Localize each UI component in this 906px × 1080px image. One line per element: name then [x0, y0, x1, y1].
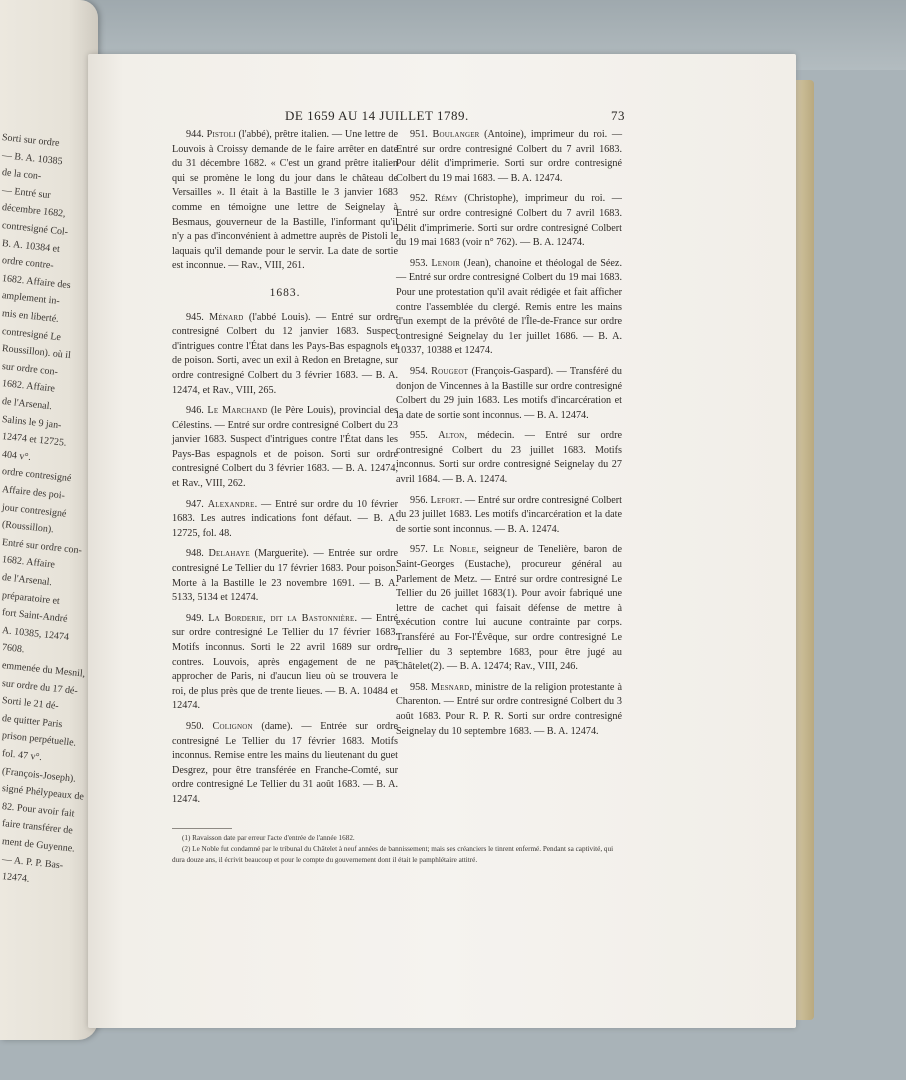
entry-name: Le Noble	[433, 544, 477, 556]
left-page-fragment: mis en liberté.	[1, 308, 60, 325]
left-page-fragment: A. 10385, 12474	[1, 624, 70, 643]
entry-number: 945.	[186, 311, 210, 323]
entry-text: . — Entré sur ordre contresigné Le Tellier du 17 février 1683. Motifs inconnus. Sorti le 22 avril 1689 sur ordre contres. Louvois, après engagement de ne pas approcher de Paris, ni d'aucun lieu où se trouvera le roi, de plus près que de trente lieues. — B. A. 10484 et 12474.	[172, 612, 398, 712]
entry-number: 950.	[186, 720, 213, 732]
left-page-fragment: Entré sur ordre con-	[1, 536, 83, 557]
entry	[172, 404, 398, 492]
entry-name: Boulanger	[432, 129, 480, 140]
entry-name: Le Marchand	[207, 405, 268, 417]
left-page-fragment: préparatoire et	[1, 589, 61, 607]
left-page-fragment: B. A. 10384 et	[1, 237, 61, 255]
entry-name: Mesnard	[430, 681, 470, 693]
entry-text: (le Père Louis), provincial des Célestins. — Entré sur ordre contresigné Colbert du 23 janvier 1683. Suspect d'intrigues contre l'État dans les Pays-Bas espagnols et de poison. Sorti sur ordre contresigné Colbert du 3 février 1683. — B. A. 12474, et Rav., VIII, 262.	[172, 405, 399, 490]
left-page-fragment: ordre contresigné	[1, 466, 72, 485]
left-page	[0, 0, 98, 1040]
left-page-fragment: 12474 et 12725.	[1, 431, 67, 449]
left-page-fragment: emmenée du Mesnil,	[1, 660, 86, 680]
entry-text: (Jean), chanoine et théologal de Séez. — Entré sur ordre contresigné Colbert du 19 mai 1683. Pour une protestation qu'il avait rédigée et fait afficher contre l'assemblée du clergé. Remis entre les mains d'un exempt de la prévôté de l'Île-de-France sur ordre contresigné Seignelay du 1er juillet 1686. — B. A. 10337, 10388 et 12474.	[396, 257, 622, 357]
entry-name: Colignon	[212, 720, 253, 732]
entry-number: 958.	[410, 681, 431, 693]
entry-text: . — Entré sur ordre du 10 février 1683. Les autres indications font défaut. — B. A. 12725, fol. 48.	[172, 498, 399, 539]
left-page-fragment: ment de Guyenne.	[1, 836, 76, 855]
entry-text: (François-Gaspard). — Transféré du donjon de Vincennes à la Bastille sur ordre contresigné Colbert du 29 juin 1683. Les motifs d'incarcération et la date de sortie sont inconnus. — B. A. 12474.	[396, 365, 622, 421]
left-page-fragment: signé Phélypeaux de	[1, 783, 85, 803]
entry-number: 944.	[186, 129, 207, 140]
left-page-fragment: Roussillon). où il	[1, 343, 72, 362]
entry-number: 954.	[410, 365, 432, 377]
entry-number: 948.	[186, 548, 209, 560]
left-page-fragment: décembre 1682,	[1, 202, 67, 221]
entry-text: (l'abbé), prêtre italien. — Une lettre de Louvois à Croissy demande de le faire arrêter en date du 31 décembre 1682. « C'est un grand prêtre italien qui se promène le long du jour dans le château de Versailles ». Il était à la Bastille le 3 janvier 1683 comme en témoigne une lettre de Seignelay à Besmaus, gouverneur de la Bastille, l'informant qu'il n'y a pas d'inconvénient à admettre auprès de Pistoli le laquais qu'il demande pour le servir. La date de sortie est inconnue. — Rav., VIII, 261.	[172, 129, 398, 272]
left-page-fragment: contresigné Le	[1, 325, 62, 343]
left-page-fragment: 82. Pour avoir fait	[1, 800, 75, 820]
left-page-fragment: de l'Arsenal.	[1, 572, 53, 589]
entry-number: 957.	[410, 544, 434, 556]
entry-text: . — Entré sur ordre contresigné Colbert du 23 juillet 1683. Les motifs d'incarcération et la date de sortie sont inconnus. — B. A. 12474.	[396, 494, 623, 535]
left-page-fragment: 1682. Affaire	[1, 554, 56, 571]
footnote-divider	[172, 828, 232, 829]
left-page-fragment: ordre contre-	[1, 255, 55, 272]
left-page-fragment: 12474.	[1, 871, 30, 886]
entry-number: 956.	[410, 494, 431, 506]
entry-text: (Christophe), imprimeur du roi. — Entré sur ordre contresigné Colbert du 7 avril 1683. Délit d'imprimerie. Sorti sur ordre contresigné Colbert du 19 mai 1683 (voir n° 762). — B. A. 12474.	[396, 193, 622, 249]
left-page-fragment: fol. 47 v°.	[1, 748, 43, 764]
footnote: (1) Ravaisson date par erreur l'acte d'entrée de l'année 1682.	[182, 834, 355, 842]
left-page-fragment: 1682. Affaire des	[1, 272, 72, 291]
entry	[396, 543, 622, 674]
entry-number: 951.	[410, 129, 433, 140]
entry-number: 949.	[186, 612, 209, 624]
entry-text: , seigneur de Tenelière, baron de Saint-Georges (Eustache), procureur général au Parlement de Metz. — Entré sur ordre contresigné Le Tellier du 26 juillet 1683(1). Pour avoir fabriqué une lettre de cachet qui faisait défense de mettre à exécution contre lui aucune contrainte par corps. Transféré au For-l'Évêque, sur ordre contresigné Le Tellier du 3 septembre 1683, pour être jugé au Châtelet(2). — B. A. 12474; Rav., VIII, 246.	[396, 544, 623, 673]
entry	[396, 681, 622, 739]
left-page-fragment: — A. P. P. Bas-	[1, 853, 64, 871]
entry	[396, 429, 622, 487]
entry-text: (l'abbé Louis). — Entré sur ordre contresigné Colbert du 12 janvier 1683. Suspect d'intrigues contre l'État dans les Pays-Bas espagnols et de poison. Sorti, avec un exil à Redon en Bretagne, sur ordre contresigné Colbert du 3 février 1683. — B. A. 12474, et Rav., VIII, 265.	[172, 311, 398, 396]
entry	[172, 498, 398, 542]
footnotes	[172, 833, 622, 866]
entry	[172, 311, 398, 399]
entry-name: Rougeot	[431, 365, 469, 377]
entry-number: 953.	[410, 257, 432, 269]
entry-name: La Borderie, dit la Bastonnière	[208, 612, 355, 624]
left-column	[172, 128, 398, 814]
left-page-fragment: 1682. Affaire	[1, 378, 56, 395]
entry-text: (Marguerite). — Entrée sur ordre contresigné Le Tellier du 17 février 1683. Pour poison. Morte à la Bastille le 23 novembre 1691. — B. A. 5133, 5134 et 12474.	[172, 548, 399, 604]
entry-name: Lenoir	[431, 257, 461, 269]
footnote: (2) Le Noble fut condamné par le tribunal du Châtelet à neuf années de bannissement; mais ses créanciers le tinrent enfermé. Pendant sa captivité, qui dura douze ans, il écrivit beaucoup et pour le compte du gouvernement dont il était le pamphlétaire attitré.	[172, 845, 614, 864]
header-title: DE 1659 AU 14 JUILLET 1789.	[285, 108, 469, 123]
left-page-fragment: fort Saint-André	[1, 607, 69, 626]
left-page-fragment: — B. A. 10385	[1, 149, 64, 167]
entry-name: Lefort	[430, 494, 460, 506]
left-page-fragment: — Entré sur	[1, 184, 52, 201]
left-page-fragment: (François-Joseph).	[1, 765, 77, 785]
entry	[396, 257, 622, 359]
entry-number: 946.	[186, 405, 208, 417]
left-page-fragment: Sorti sur ordre	[1, 132, 61, 150]
left-page-fragment: faire transférer de	[1, 818, 74, 837]
entry	[172, 547, 398, 605]
entry-text: (Antoine), imprimeur du roi. — Entré sur ordre contresigné Colbert du 7 avril 1683. Pour délit d'imprimerie. Sorti sur ordre contresigné Colbert du 19 mai 1683. — B. A. 12474.	[396, 129, 623, 184]
left-page-fragment: Sorti le 21 dé-	[1, 695, 60, 713]
left-page-fragment: de quitter Paris	[1, 712, 63, 731]
entry-name: Pistoli	[206, 129, 236, 140]
left-page-fragment: prison perpétuelle.	[1, 730, 77, 750]
entry-number: 947.	[186, 498, 208, 510]
entry-text: , ministre de la religion protestante à Charenton. — Entré sur ordre contresigné Colbert du 3 août 1683. Pour R. P. R. Sorti sur ordre contresigné Seignelay du 10 septembre 1683. — B. A. 12474.	[396, 681, 623, 737]
entry-number: 952.	[410, 193, 435, 205]
entry	[396, 365, 622, 423]
entry-number: 955.	[410, 430, 439, 442]
entry	[172, 612, 398, 714]
left-page-fragment: Salins le 9 jan-	[1, 413, 62, 431]
entry-name: Delahaye	[208, 548, 250, 560]
entry	[172, 720, 398, 808]
left-page-fragment: de l'Arsenal.	[1, 396, 53, 413]
entry-name: Ménard	[209, 311, 244, 323]
right-column	[396, 128, 622, 745]
entry	[172, 128, 398, 274]
running-header	[225, 108, 625, 126]
year-heading: 1683.	[269, 286, 301, 299]
entry-text: , médecin. — Entré sur ordre contresigné Colbert du 23 juillet 1683. Motifs inconnus. Sorti sur ordre contresigné Seignelay du 27 avril 1684. — B. A. 12474.	[396, 430, 623, 486]
left-page-fragment: sur ordre con-	[1, 360, 59, 378]
left-page-fragment: Affaire des poi-	[1, 484, 66, 502]
entry	[396, 494, 622, 538]
entry	[396, 128, 622, 186]
page-number: 73	[611, 108, 625, 123]
entry-name: Rémy	[434, 193, 458, 205]
left-page-fragment: de la con-	[1, 167, 42, 183]
left-page-fragment: contresigné Col-	[1, 220, 69, 238]
left-page-fragment: 404 v°.	[1, 448, 32, 463]
entry-name: Alexandre	[207, 498, 255, 510]
left-page-fragment: jour contresigné	[1, 501, 67, 520]
left-page-fragment: (Roussillon).	[1, 519, 55, 536]
entry	[396, 192, 622, 250]
left-page-fragment: amplement in-	[1, 290, 61, 308]
entry-text: (dame). — Entrée sur ordre contresigné Le Tellier du 17 février 1683. Motifs inconnus. Remise entre les mains du lieutenant du guet Desgrez, pour être transférée en Franche-Comté, sur ordre contresigné Le Tellier du 31 août 1683. — B. A. 12474.	[172, 720, 399, 805]
left-page-fragment: 7608.	[1, 642, 25, 656]
entry-name: Alton	[438, 430, 465, 442]
left-page-fragment: sur ordre du 17 dé-	[1, 677, 79, 697]
